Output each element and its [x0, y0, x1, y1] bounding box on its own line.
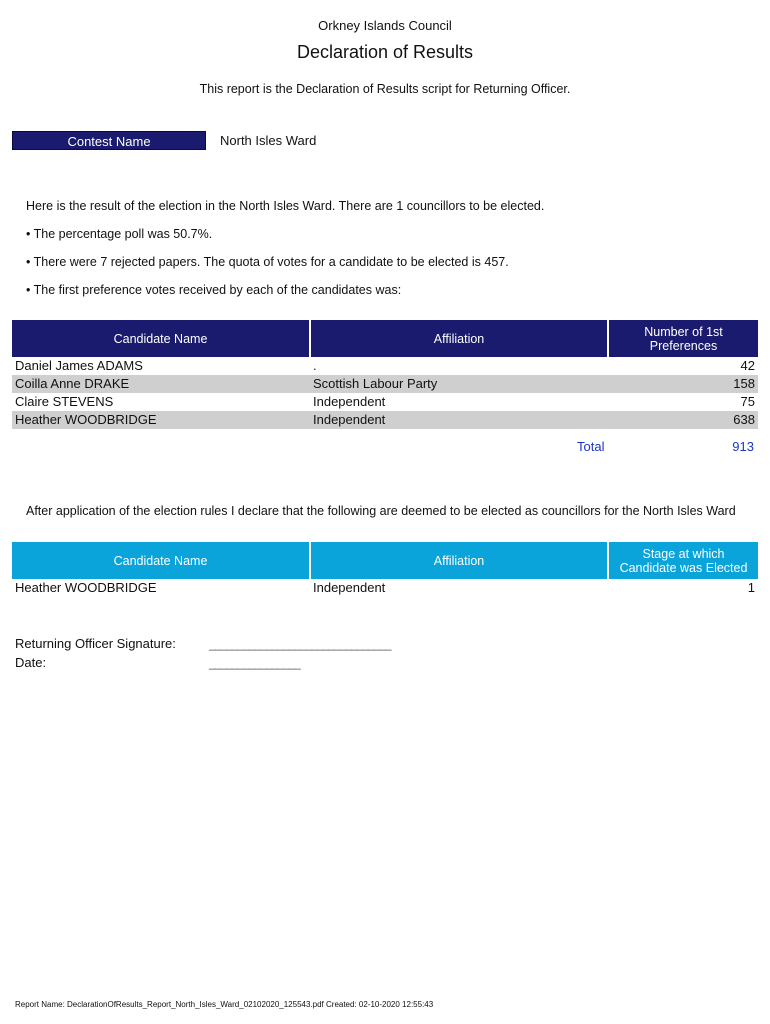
table-row: [12, 357, 758, 375]
elected-stage: 1: [747, 580, 755, 595]
candidate-votes: 158: [608, 375, 758, 393]
first-preferences-table: [12, 320, 758, 429]
signature-line: ________________________________: [209, 637, 391, 651]
table-header-row: [12, 320, 758, 357]
column-header-affiliation: Affiliation: [310, 320, 608, 357]
total-label: Total: [577, 439, 605, 454]
table-header-row: [12, 542, 758, 579]
table-row: [12, 393, 758, 411]
column-header-candidate-name: Candidate Name: [12, 542, 310, 579]
result-intro-text: Here is the result of the election in the North Isles Ward. There are 1 councillors to be elected.: [26, 199, 545, 213]
candidate-name: Heather WOODBRIDGE: [12, 411, 310, 429]
candidate-votes: 75: [740, 394, 755, 409]
report-footer: Report Name: DeclarationOfResults_Report_North_Isles_Ward_02102020_125543.pdf Created: 02-10-2020 12:55:43: [15, 1000, 434, 1009]
candidate-name: Daniel James ADAMS: [15, 358, 143, 373]
page-title: Declaration of Results: [296, 42, 474, 62]
column-header-first-preferences: Number of 1st Preferences: [608, 320, 758, 357]
organisation-name: Orkney Islands Council: [318, 18, 452, 33]
elected-candidate-name: Heather WOODBRIDGE: [15, 580, 157, 595]
bullet-rejected-papers: • There were 7 rejected papers. The quota of votes for a candidate to be elected is 457.: [26, 255, 509, 269]
contest-name-value: North Isles Ward: [220, 133, 317, 148]
table-row: [12, 375, 758, 393]
column-header-candidate-name: Candidate Name: [12, 320, 310, 357]
bullet-first-preferences: • The first preference votes received by each of the candidates was:: [26, 283, 402, 297]
column-header-stage-elected: Stage at which Candidate was Elected: [608, 542, 758, 579]
column-header-affiliation: Affiliation: [310, 542, 608, 579]
candidate-votes: 42: [740, 358, 755, 373]
candidate-affiliation: Scottish Labour Party: [310, 375, 608, 393]
candidate-affiliation: Independent: [313, 394, 386, 409]
date-label: Date:: [15, 655, 47, 670]
declaration-text: After application of the election rules I declare that the following are deemed to be elected as councillors for the North Isles Ward: [26, 504, 736, 518]
candidate-name: Coilla Anne DRAKE: [12, 375, 310, 393]
candidate-affiliation: .: [313, 358, 317, 373]
date-line: ________________: [209, 656, 300, 670]
candidate-votes: 638: [608, 411, 758, 429]
elected-candidate-affiliation: Independent: [313, 580, 386, 595]
page-subtitle: This report is the Declaration of Results script for Returning Officer.: [199, 82, 571, 96]
contest-name-label: Contest Name: [12, 131, 206, 150]
signature-label: Returning Officer Signature:: [15, 636, 176, 651]
table-row: [12, 411, 758, 429]
candidate-name: Claire STEVENS: [15, 394, 114, 409]
total-value: 913: [732, 439, 754, 454]
table-row: [12, 579, 758, 597]
elected-candidates-table: [12, 542, 758, 597]
candidate-affiliation: Independent: [310, 411, 608, 429]
bullet-percentage-poll: • The percentage poll was 50.7%.: [26, 227, 213, 241]
